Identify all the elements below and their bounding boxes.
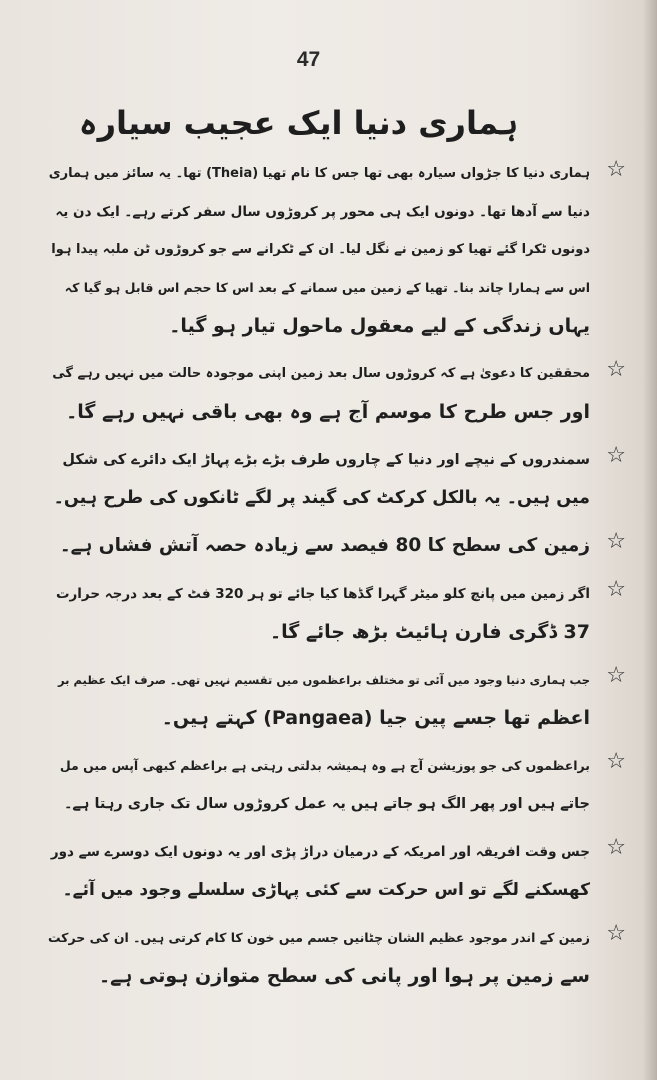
star-outline-icon: ☆	[606, 663, 626, 688]
list-item	[48, 661, 626, 737]
item-line: 37 ڈگری فارن ہائیٹ بڑھ جائے گا۔	[269, 621, 590, 643]
item-line: سے زمین پر ہوا اور پانی کی سطح متوازن ہوتی ہے۔	[99, 965, 590, 987]
star-outline-icon: ☆	[606, 443, 626, 468]
item-line: جس وقت افریقہ اور امریکہ کے درمیان دراڑ پڑی اور یہ دونوں ایک دوسرے سے دور	[50, 844, 590, 860]
list-item	[48, 441, 626, 517]
star-outline-icon: ☆	[606, 749, 626, 774]
item-line: اعظم تھا جسے پین جیا (Pangaea) کہتے ہیں۔	[161, 707, 590, 729]
page-edge-shadow	[643, 0, 657, 1080]
item-line: اگر زمین میں پانچ کلو میٹر گہرا گڈھا کیا جائے تو ہر 320 فٹ کے بعد درجہ حرارت	[55, 586, 590, 602]
list-item	[48, 155, 626, 345]
list-item	[48, 747, 626, 823]
list-item	[48, 575, 626, 651]
list-item	[48, 919, 626, 995]
item-line: جاتے ہیں اور پھر الگ ہو جاتے ہیں یہ عمل کروڑوں سال تک جاری رہتا ہے۔	[63, 796, 590, 812]
list-item	[48, 833, 626, 909]
page-title: ہماری دنیا ایک عجیب سیارہ	[78, 104, 519, 142]
star-outline-icon: ☆	[606, 835, 626, 860]
list-item	[48, 527, 626, 565]
page-number: 47	[296, 48, 321, 71]
item-line: محققین کا دعویٰ ہے کہ کروڑوں سال بعد زمین اپنی موجودہ حالت میں نہیں رہے گی	[52, 366, 590, 381]
list-item	[48, 355, 626, 431]
item-line: میں ہیں۔ یہ بالکل کرکٹ کی گیند پر لگے ٹانکوں کی طرح ہیں۔	[53, 488, 590, 508]
star-outline-icon: ☆	[606, 157, 626, 182]
item-line: یہاں زندگی کے لیے معقول ماحول تیار ہو گیا۔	[169, 315, 590, 337]
star-outline-icon: ☆	[606, 357, 626, 382]
item-line: براعظموں کی جو پوزیشن آج ہے وہ ہمیشہ بدلتی رہتی ہے براعظم کبھی آپس میں مل	[59, 758, 590, 773]
item-line: کھسکنے لگے تو اس حرکت سے کئی پہاڑی سلسلے وجود میں آئے۔	[62, 880, 590, 900]
item-line: زمین کے اندر موجود عظیم الشان چٹانیں جسم میں خون کا کام کرتی ہیں۔ ان کی حرکت	[47, 930, 590, 945]
fact-list	[48, 155, 626, 1005]
star-outline-icon: ☆	[606, 577, 626, 602]
item-line: اور جس طرح کا موسم آج ہے وہ بھی باقی نہیں رہے گا۔	[66, 401, 590, 423]
item-line: سمندروں کے نیچے اور دنیا کے چاروں طرف بڑے بڑے پہاڑ ایک دائرے کی شکل	[62, 452, 590, 468]
item-line: ہماری دنیا کا جڑواں سیارہ بھی تھا جس کا نام تھیا (Theia) تھا۔ یہ سائز میں ہماری	[48, 166, 590, 181]
item-line: زمین کی سطح کا 80 فیصد سے زیادہ حصہ آتش فشاں ہے۔	[59, 535, 590, 556]
item-line: جب ہماری دنیا وجود میں آئی تو مختلف براعظموں میں تقسیم نہیں تھی۔ صرف ایک عظیم بر	[58, 673, 590, 687]
star-outline-icon: ☆	[606, 529, 626, 554]
star-outline-icon: ☆	[606, 921, 626, 946]
item-line: دنیا سے آدھا تھا۔ دونوں ایک ہی محور پر کروڑوں سال سفر کرتے رہے۔ ایک دن یہ	[55, 204, 590, 220]
item-line: دونوں ٹکرا گئے تھیا کو زمین نے نگل لیا۔ ان کے ٹکرانے سے جو کروڑوں ٹن ملبہ پیدا ہوا	[51, 242, 590, 257]
item-line: اس سے ہمارا چاند بنا۔ تھیا کے زمین میں سمانے کے بعد اس کا حجم اس قابل ہو گیا کہ	[64, 280, 590, 295]
